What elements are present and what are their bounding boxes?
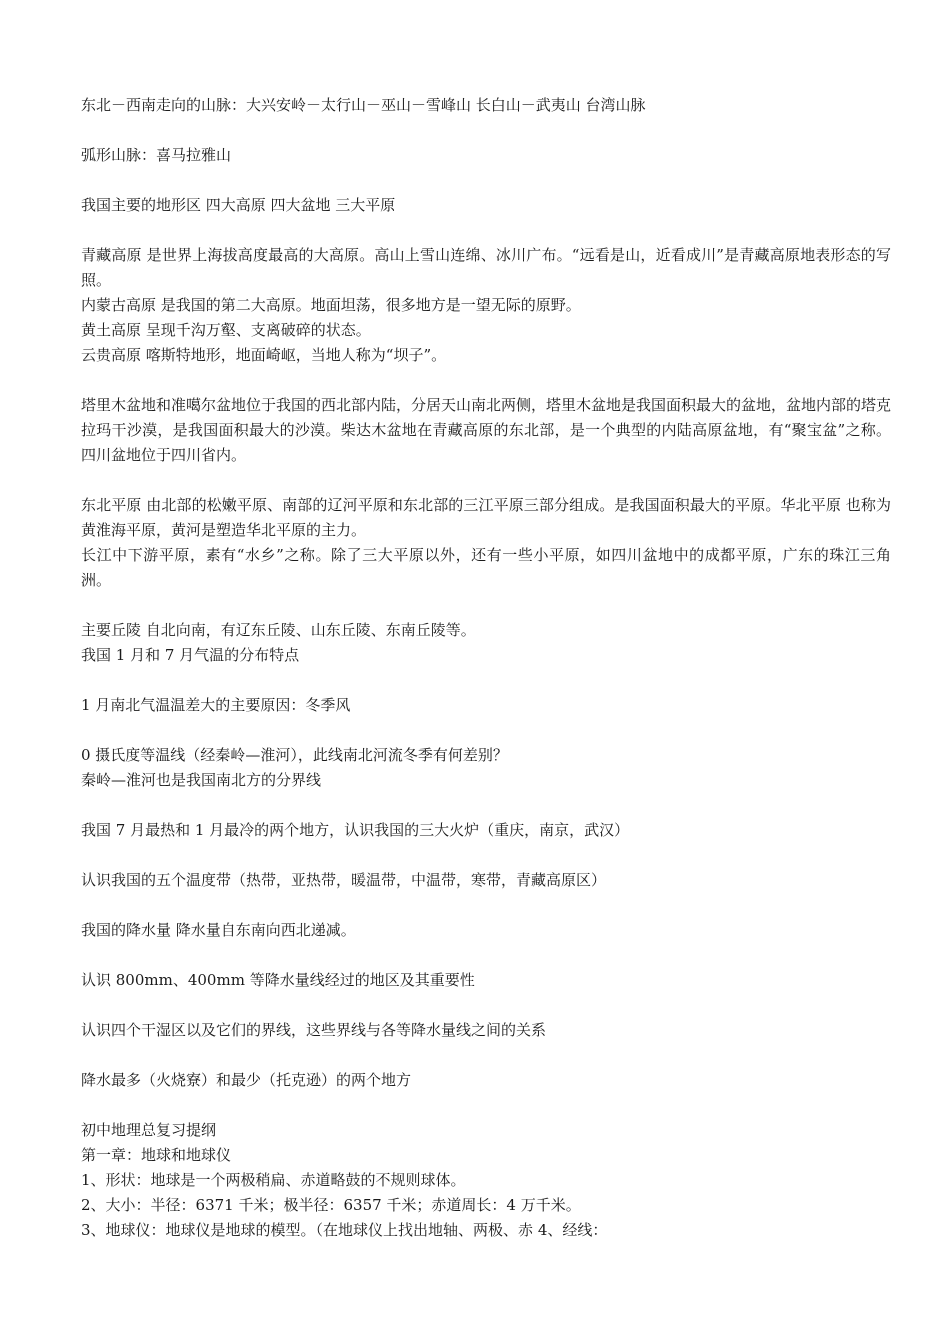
paragraph-hottest-coldest: 我国 7 月最热和 1 月最冷的两个地方，认识我国的三大火炉（重庆，南京，武汉） [81,821,630,839]
spacer [81,168,891,193]
paragraph-hills: 主要丘陵 自北向南，有辽东丘陵、山东丘陵、东南丘陵等。 [81,621,476,639]
paragraph-qinling-huaihe: 秦岭—淮河也是我国南北方的分界线 [81,771,322,789]
paragraph-arc-mountains: 弧形山脉：喜马拉雅山 [81,146,232,164]
spacer [81,718,891,743]
paragraph-temperature-zones: 认识我国的五个温度带（热带，亚热带，暖温带，中温带，寒带，青藏高原区） [81,871,607,889]
spacer [81,118,891,143]
paragraph-dry-wet-regions: 认识四个干湿区以及它们的界线，这些界线与各等降水量线之间的关系 [81,1021,547,1039]
paragraph-chapter-one: 第一章：地球和地球仪 [81,1146,232,1164]
paragraph-basins: 塔里木盆地和准噶尔盆地位于我国的西北部内陆，分居天山南北两侧，塔里木盆地是我国面积最大的盆地，盆地内部的塔克拉玛干沙漠，是我国面积最大的沙漠。柴达木盆地在青藏高原的东北部，是一个典型的内陆高原盆地，有“聚宝盆”之称。四川盆地位于四川省内。 [81,396,892,464]
spacer [81,218,891,243]
paragraph-yungui-plateau: 云贵高原 喀斯特地形，地面崎岖，当地人称为“坝子”。 [81,346,447,364]
spacer [81,943,891,968]
spacer [81,843,891,868]
spacer [81,793,891,818]
paragraph-precipitation: 我国的降水量 降水量自东南向西北递减。 [81,921,356,939]
paragraph-zero-isotherm: 0 摄氏度等温线（经秦岭—淮河），此线南北河流冬季有何差别？ [81,746,508,764]
paragraph-terrain-regions: 我国主要的地形区 四大高原 四大盆地 三大平原 [81,196,396,214]
paragraph-precipitation-extremes: 降水最多（火烧寮）和最少（托克逊）的两个地方 [81,1071,412,1089]
paragraph-qinghai-tibet-plateau: 青藏高原 是世界上海拔高度最高的大高原。高山上雪山连绵、冰川广布。“远看是山，近看成川”是青藏高原地表形态的写照。 [81,246,891,289]
paragraph-size: 2、大小：半径：6371 千米；极半径：6357 千米；赤道周长：4 万千米。 [81,1196,581,1214]
document-page [81,93,891,1243]
paragraph-yangtze-plain: 长江中下游平原，素有“水乡”之称。除了三大平原以外，还有一些小平原，如四川盆地中的成都平原，广东的珠江三角洲。 [81,546,891,589]
spacer [81,993,891,1018]
paragraph-globe: 3、地球仪：地球仪是地球的模型。（在地球仪上找出地轴、两极、赤 4、经线： [81,1221,608,1239]
paragraph-loess-plateau: 黄土高原 呈现千沟万壑、支离破碎的状态。 [81,321,371,339]
paragraph-temperature-distribution: 我国 1 月和 7 月气温的分布特点 [81,646,300,664]
spacer [81,593,891,618]
spacer [81,668,891,693]
paragraph-northeast-north-china-plains: 东北平原 由北部的松嫩平原、南部的辽河平原和东北部的三江平原三部分组成。是我国面积最大的平原。华北平原 也称为黄淮海平原，黄河是塑造华北平原的主力。 [81,496,891,539]
paragraph-january-temperature: 1 月南北气温温差大的主要原因：冬季风 [81,696,351,714]
paragraph-isohyets: 认识 800mm、400mm 等降水量线经过的地区及其重要性 [81,971,475,989]
paragraph-review-outline-title: 初中地理总复习提纲 [81,1121,217,1139]
paragraph-ne-sw-mountains: 东北－西南走向的山脉：大兴安岭－太行山－巫山－雪峰山 长白山－武夷山 台湾山脉 [81,96,646,114]
spacer [81,893,891,918]
spacer [81,1043,891,1068]
spacer [81,368,891,393]
spacer [81,1093,891,1118]
paragraph-inner-mongolia-plateau: 内蒙古高原 是我国的第二大高原。地面坦荡，很多地方是一望无际的原野。 [81,296,581,314]
spacer [81,468,891,493]
paragraph-shape: 1、形状：地球是一个两极稍扁、赤道略鼓的不规则球体。 [81,1171,466,1189]
